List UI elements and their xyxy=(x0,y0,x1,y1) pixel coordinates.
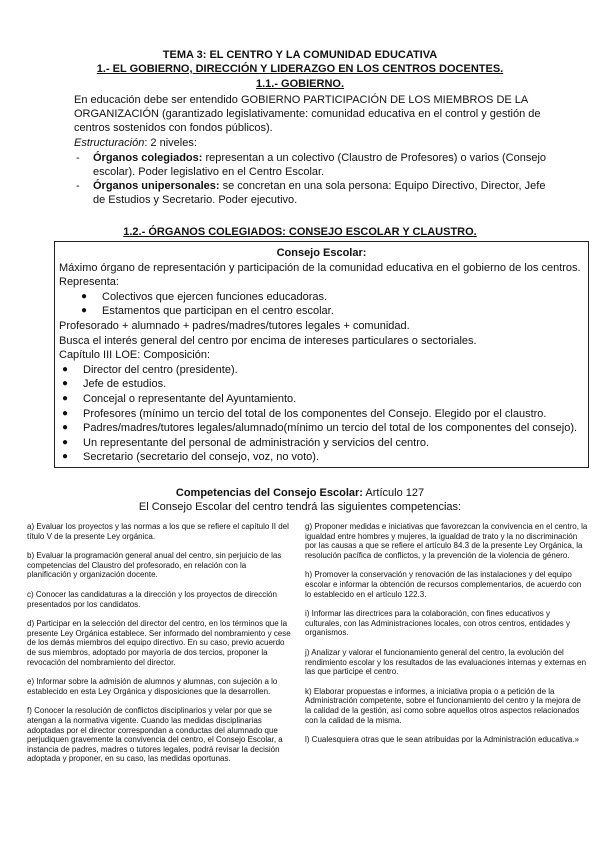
estructuracion-label: Estructuración xyxy=(74,137,145,149)
representa-label: Representa: xyxy=(59,276,119,289)
list-item: ● Jefe de estudios. xyxy=(62,378,167,391)
competencias-left-column xyxy=(27,522,292,774)
consejo-escolar-box xyxy=(54,241,589,468)
bullet-icon: ● xyxy=(62,436,69,448)
list-item: ● Estamentos que participan en el centro escolar. xyxy=(81,305,334,318)
bullet-icon: ● xyxy=(62,392,69,404)
list-item xyxy=(74,151,554,179)
competencias-right-column xyxy=(305,522,588,755)
list-item xyxy=(74,179,554,207)
competencia-item: f) Conocer la resolución de conflictos disciplinarios y velar por que se atengan a la normativa vigente. Cuando las medidas disciplinarias adoptadas por el director correspondan a conductas del alumnado que perjudiquen gravemente la convivencia del centro, el Consejo Escolar, a instancia de padres, madres o tutores legales, podrá revisar la decisión adoptada y proponer, en su caso, las medidas oportunas. xyxy=(27,706,283,764)
competencia-item: i) Informar las directrices para la colaboración, con fines educativos y culturales, con las Administraciones locales, con otros centros, entidades y organismos. xyxy=(305,609,571,638)
competencia-item: j) Analizar y valorar el funcionamiento general del centro, la evolución del rendimiento escolar y los resultados de las evaluaciones internas y externas en las que participe el centro. xyxy=(305,647,587,677)
capitulo-loe: Capítulo III LOE: Composición: xyxy=(59,349,211,362)
section-1-2-heading: 1.2.- ÓRGANOS COLEGIADOS: CONSEJO ESCOLAR Y CLAUSTRO. xyxy=(123,226,477,238)
competencias-title: Competencias del Consejo Escolar: Artículo 127 xyxy=(175,487,425,499)
organos-unipersonales-text: se concretan en una sola persona: Equipo Directivo, Director, Jefe de Estudios y Secretario. Poder ejecutivo. xyxy=(93,180,546,206)
dash-marker: - xyxy=(76,152,80,164)
organos-colegiados-text: representan a un colectivo (Claustro de Profesores) o varios (Consejo escolar). Poder legislativo en el Centro Escolar. xyxy=(93,152,547,178)
bullet-icon: ● xyxy=(62,363,69,375)
competencia-item: c) Conocer las candidaturas a la dirección y los proyectos de dirección presentados por los candidatos. xyxy=(27,589,277,609)
list-item: ● Director del centro (presidente). xyxy=(62,363,238,376)
composition-summary: Profesorado + alumnado + padres/madres/tutores legales + comunidad. xyxy=(59,319,410,332)
consejo-title: Consejo Escolar: xyxy=(276,247,367,259)
representa-list xyxy=(59,290,584,319)
list-item: ● Concejal o representante del Ayuntamiento. xyxy=(62,392,297,405)
interes-general: Busca el interés general del centro por encima de intereses particulares o sectoriales. xyxy=(59,334,477,347)
organos-unipersonales-term: Órganos unipersonales: xyxy=(93,180,220,192)
competencia-item: g) Proponer medidas e iniciativas que favorezcan la convivencia en el centro, la igualdad entre hombres y mujeres, la igualdad de trato y la no discriminación por las causas a que se refiere el artículo 84.3 de la presente Ley Orgánica, la resolución pacífica de conflictos, y la prevención de la violencia de género. xyxy=(305,522,588,560)
bullet-icon: ● xyxy=(62,378,69,390)
dash-marker: - xyxy=(76,180,80,192)
bullet-icon: ● xyxy=(81,290,88,302)
competencia-item: h) Promover la conservación y renovación de las instalaciones y del equipo escolar e informar la obtención de recursos complementarios, de acuerdo con lo establecido en el artículo 122.3. xyxy=(305,570,582,599)
bullet-icon: ● xyxy=(62,451,69,463)
bullet-icon: ● xyxy=(62,422,69,434)
competencia-item: d) Participar en la selección del director del centro, en los términos que la presente Ley Orgánica establece. Ser informado del nombramiento y cese de los demás miembros del equipo directivo. En su caso, previo acuerdo de sus miembros, adoptado por mayoría de dos tercios, proponer la revocación del nombramiento del director. xyxy=(27,619,291,667)
section-1-heading: 1.- EL GOBIERNO, DIRECCIÓN Y LIDERAZGO EN LOS CENTROS DOCENTES. xyxy=(96,63,504,75)
bullet-icon: ● xyxy=(81,305,88,317)
competencia-item: a) Evaluar los proyectos y las normas a los que se refiere el capítulo II del título V de la presente Ley orgánica. xyxy=(27,522,289,541)
competencia-item: l) Cualesquiera otras que le sean atribuidas por la Administración educativa.» xyxy=(305,735,579,745)
list-item: ● Secretario (secretario del consejo, voz, no voto). xyxy=(62,451,320,464)
bullet-icon: ● xyxy=(62,407,69,419)
list-item: ● Colectivos que ejercen funciones educadoras. xyxy=(81,290,328,303)
competencias-subtitle: El Consejo Escolar del centro tendrá las siguientes competencias: xyxy=(138,501,462,513)
estructuracion-line xyxy=(74,137,197,149)
list-item: ● Profesores (mínimo un tercio del total de los componentes del Consejo. Elegido por el claustro. xyxy=(62,407,547,420)
intro-paragraph: En educación debe ser entendido GOBIERNO PARTICIPACIÓN DE LOS MIEMBROS DE LA ORGANIZACIÓN (garantizado legislativamente: comunidad educativa en el control y gestión de centros sostenidos con fondos públicos). xyxy=(74,94,541,134)
competencia-item: e) Informar sobre la admisión de alumnos y alumnas, con sujeción a lo establecido en esta Ley Orgánica y disposiciones que la desarrollen. xyxy=(27,677,278,696)
section-1-1-heading: 1.1.- GOBIERNO. xyxy=(255,78,345,90)
organos-list xyxy=(74,151,554,207)
organos-colegiados-term: Órganos colegiados: xyxy=(93,152,203,164)
list-item: ● Padres/madres/tutores legales/alumnado(mínimo un tercio del total de los componentes del consejo). xyxy=(62,422,578,435)
estructuracion-value: : 2 niveles: xyxy=(144,137,197,149)
composicion-list xyxy=(59,363,584,465)
competencia-item: k) Elaborar propuestas e informes, a iniciativa propia o a petición de la Administración competente, sobre el funcionamiento del centro y la mejora de la calidad de la gestión, así como sobre aquellos otros aspectos relacionados con la calidad de la misma. xyxy=(305,686,581,725)
list-item: ● Un representante del personal de administración y servicios del centro. xyxy=(62,436,430,449)
consejo-definition: Máximo órgano de representación y participación de la comunidad educativa en el gobierno de los centros. xyxy=(59,261,581,274)
competencia-item: b) Evaluar la programación general anual del centro, sin perjuicio de las competencias del Claustro del profesorado, en relación con la planificación y organización docente. xyxy=(27,551,282,580)
tema-title: TEMA 3: EL CENTRO Y LA COMUNIDAD EDUCATIVA xyxy=(162,49,438,61)
